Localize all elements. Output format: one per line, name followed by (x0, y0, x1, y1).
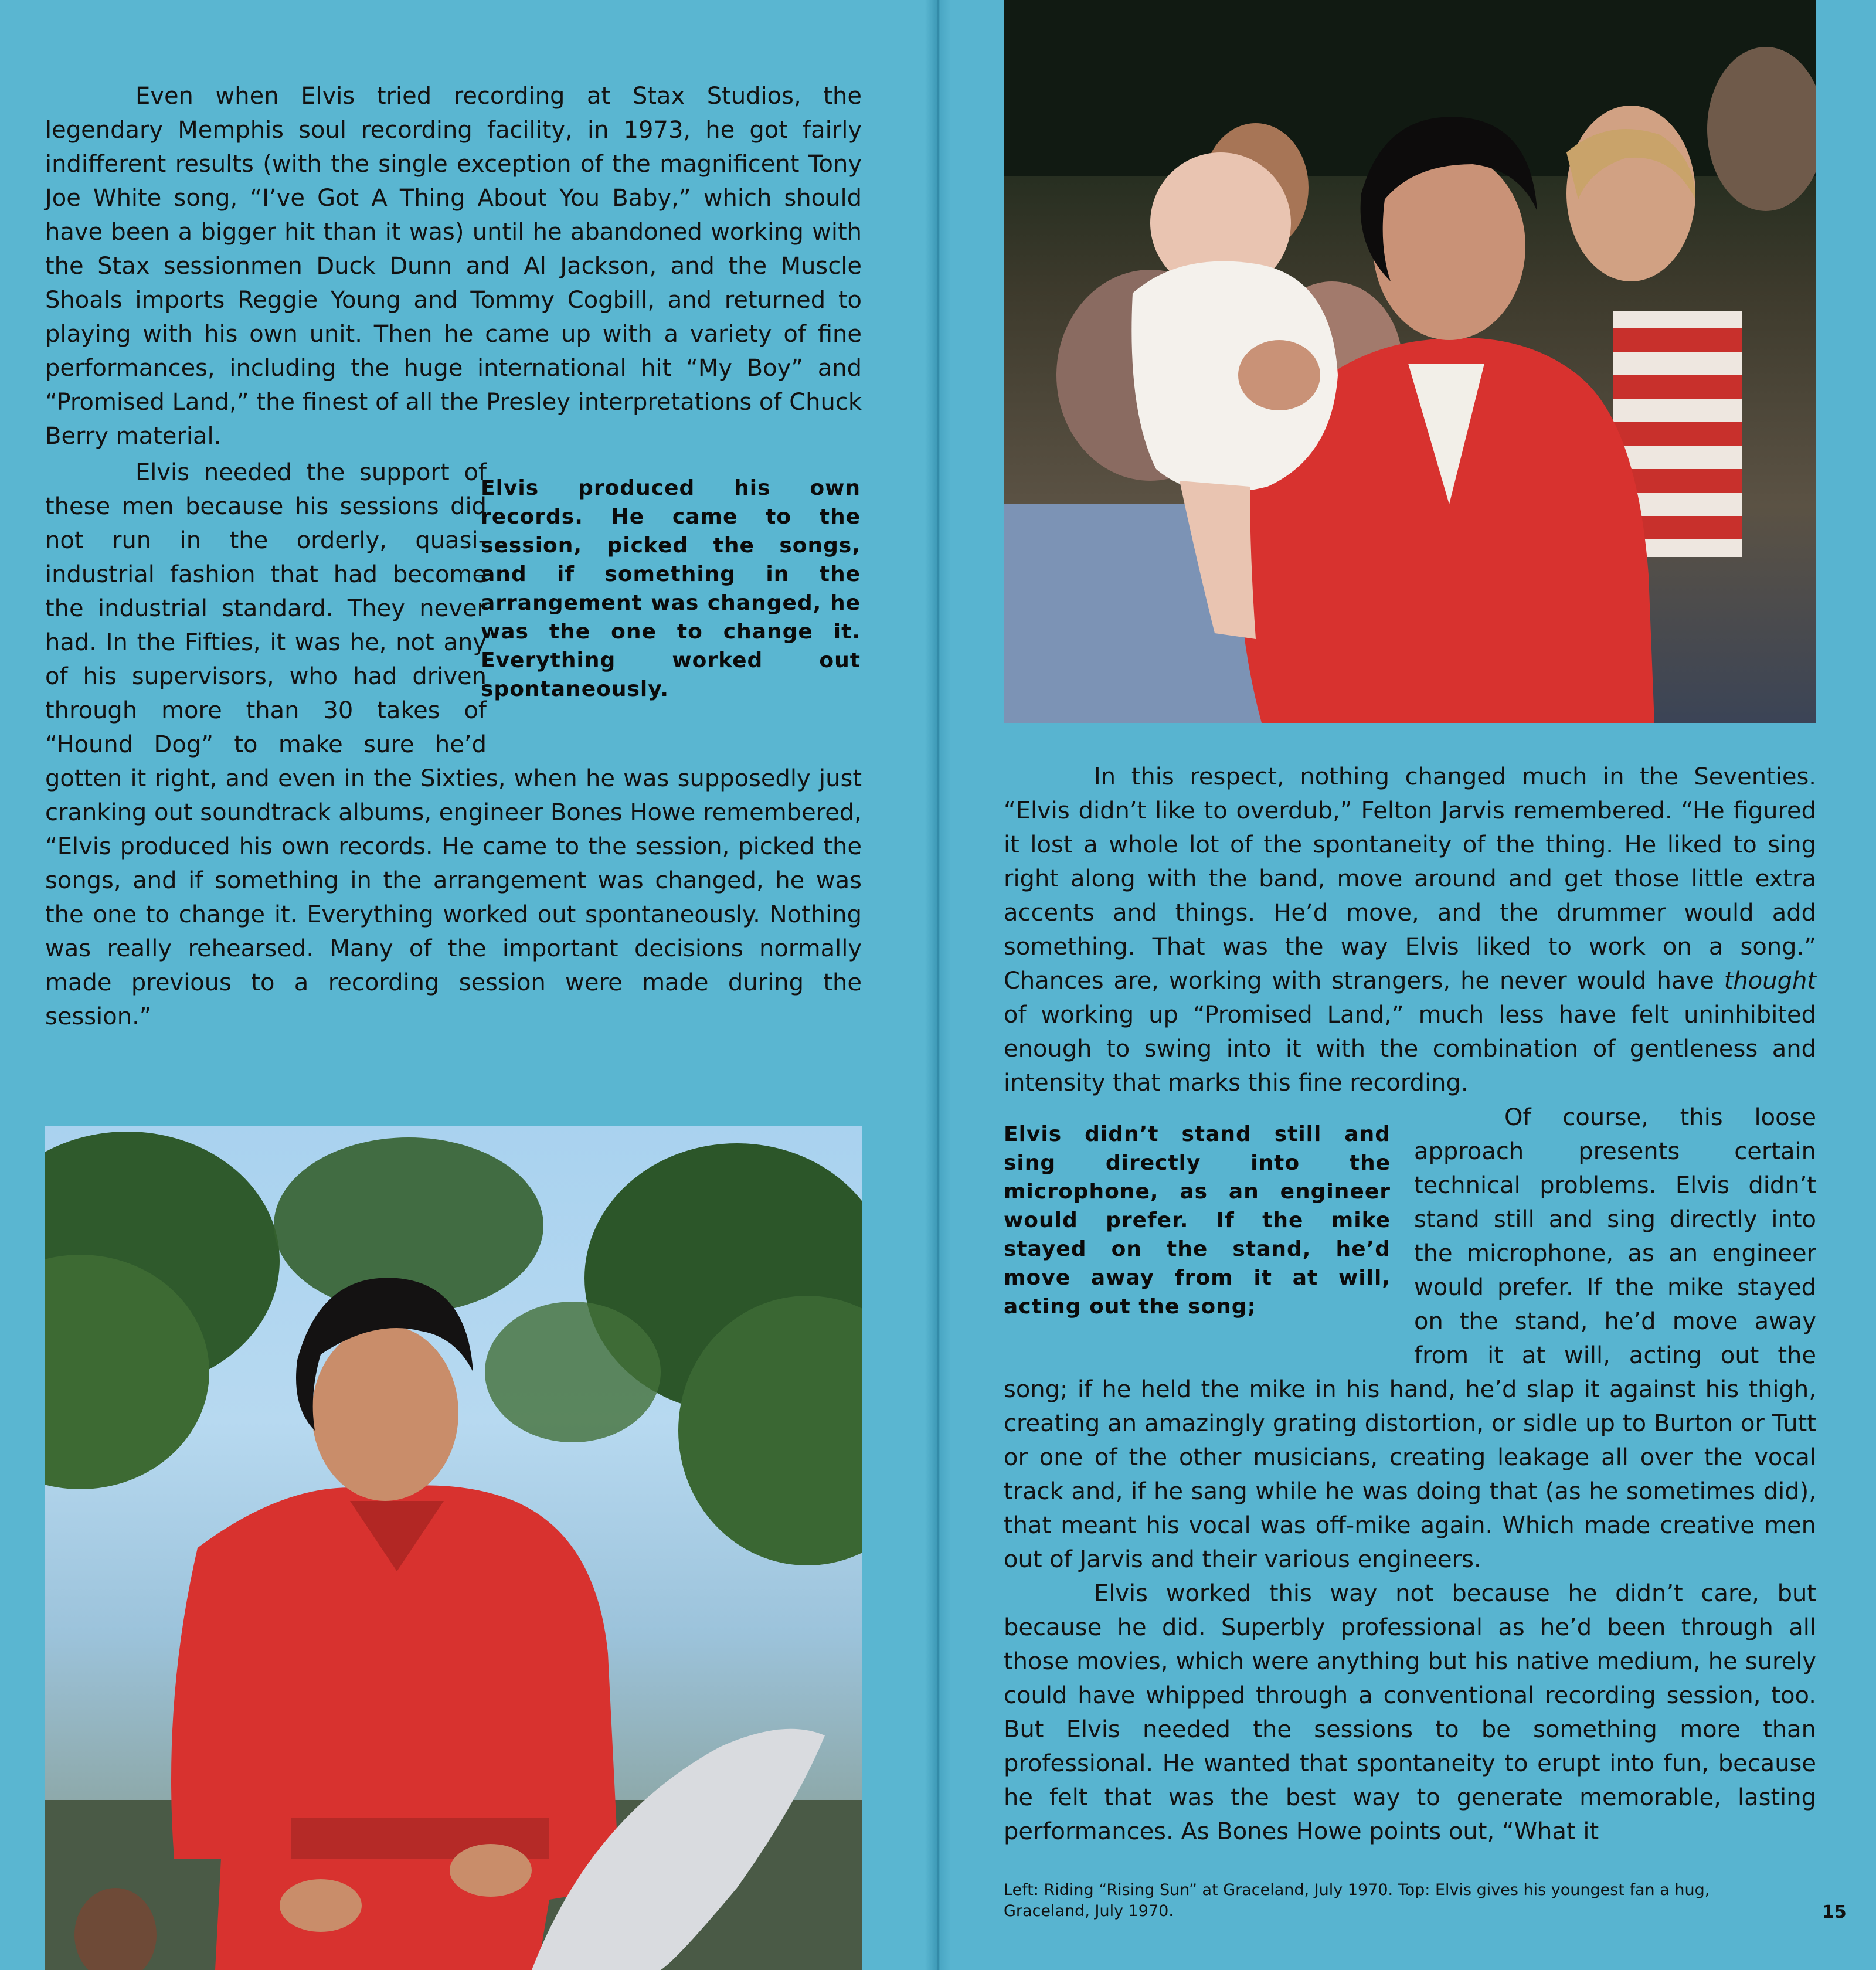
book-gutter (925, 0, 951, 1970)
left-pull-quote: Elvis produced his own records. He came to the session, picked the songs, and if something in the arrangement was changed, he was the one to change it. Everything worked out spontaneously. (481, 476, 861, 701)
photo-baby-illustration (1004, 0, 1816, 723)
right-paragraphs-2-3: Of course, this loose approach presents certain technical problems. Elvis didn’t stand still and sing directly into the microphone, as an engineer would prefer. If the mike stayed on the stand, he’d move away from it at will, acting out the song; if he held the mike in his hand, he’d slap it against his thigh, creating an amazingly grating distortion, or sidle up to Burton or Tutt or one of the other musicians, creating leakage all over the vocal track and, if he sang while he was doing that (as he sometimes did), that meant his vocal was off-mike again. Which made creative men out of Jarvis and their various engineers. Elvis worked this way not because he didn’t care, but because he did. Superbly professional as he’d been through all those movies, which were anything but his native medium, he surely could have whipped through a conventional recording session, too. But Elvis needed the sessions to be something more than professional. He wanted that spontaneity to erupt into fun, because he felt that was the best way to generate memorable, lasting performances. As Bones Howe points out, “What it (1004, 1101, 1816, 1849)
left-paragraph-1: Even when Elvis tried recording at Stax Studios, the legendary Memphis soul recording facility, in 1973, he got fairly indifferent results (with the single exception of the magnificent Tony Joe White song, “I’ve Got A Thing About You Baby,” which should have been a bigger hit than it was) until he abandoned working with the Stax sessionmen Duck Dunn and Al Jackson, and the Muscle Shoals imports Reggie Young and Tommy Cogbill, and returned to playing with his own unit. Then he came up with a variety of fine performances, including the huge international hit “My Boy” and “Promised Land,” the finest of all the Presley interpretations of Chuck Berry material. (45, 83, 862, 450)
pull-quote-spacer-right (1004, 1101, 1414, 1370)
pull-quote-spacer (487, 456, 862, 752)
photo-horse-illustration (45, 1126, 862, 1970)
right-paragraph-1: In this respect, nothing changed much in the Seventies. “Elvis didn’t like to overdub,” Felton Jarvis remembered. “He figured it lost a whole lot of the spontaneity of the thing. He liked to sing right along with the band, move around and get those little extra accents and things. He’d move, and the drummer would add something. That was the way Elvis liked to work on a song.” Chances are, working with strangers, he never would have thought of working up “Promised Land,” much less have felt uninhibited enough to swing into it with the combination of gentleness and intensity that marks this fine recording. (1004, 763, 1816, 1096)
photo-caption: Left: Riding “Rising Sun” at Graceland, July 1970. Top: Elvis gives his youngest fan a hug, Graceland, July 1970. (1004, 1881, 1710, 1920)
right-pull-quote: Elvis didn’t stand still and sing directly into the microphone, as an engineer would prefer. If the mike stayed on the stand, he’d move away from it at will, acting out the song; (1004, 1122, 1391, 1319)
photo-elvis-with-baby (1004, 0, 1816, 723)
left-paragraph-2: Elvis needed the support of these men because his sessions did not run in the orderly, quasi-industrial fashion that had become the industrial standard. They never had. In the Fifties, it was he, not any of his supervisors, who had driven through more than 30 takes of “Hound Dog” to make sure he’d gotten it right, and even in the Sixties, when he was supposedly just cranking out soundtrack albums, engineer Bones Howe remembered, “Elvis produced his own records. He came to the session, picked the songs, and if something in the arrangement was changed, he was the one to change it. Everything worked out spontaneously. Nothing was really rehearsed. Many of the important decisions normally made previous to a recording session were made during the session.” (45, 456, 862, 1034)
photo-elvis-riding-horse (45, 1126, 862, 1970)
page-number: 15 (1822, 1902, 1847, 1923)
